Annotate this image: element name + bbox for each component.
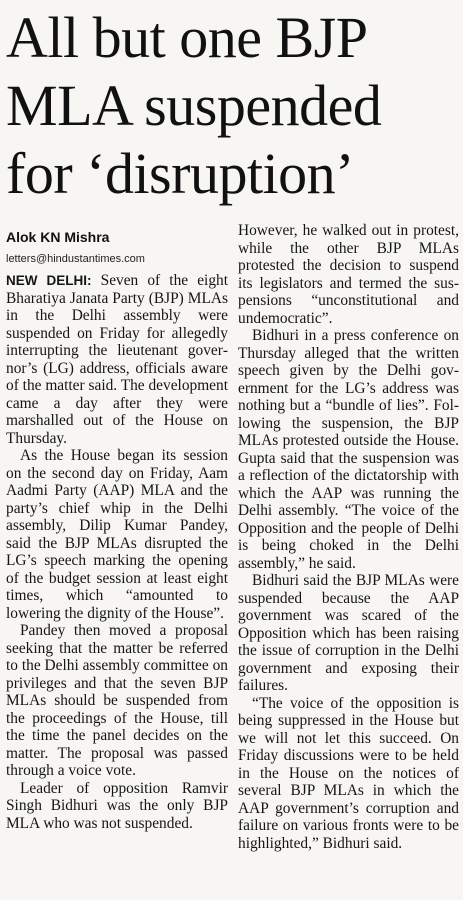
article-paragraph: However, he walked out in protest, while the other BJP MLAs protested the decision to suspend its legislators and termed the suspensions “unconstitutional and undemocratic”. [238,222,459,327]
lead-paragraph-text: Seven of the eight Bharatiya Janata Party (BJP) MLAs in the Delhi assembly were suspended on Friday for allegedly interrupting the lieutenant governor’s (LG) address, officials aware of the matter said. The development came a day after they were marshalled out of the House on Thursday. [6,272,228,447]
article-paragraph [6,272,228,447]
headline-line-3: for ‘disruption’ [6,141,354,206]
author-email: letters@hindustantimes.com [6,253,145,265]
headline [6,4,458,208]
article-paragraph: Bidhuri in a press conference on Thursday alleged that the written speech given by the Delhi government for the LG’s address was nothing but a “bundle of lies”. Following the suspension, the BJP MLAs protested outside the House. Gupta said that the suspension was a reflection of the dictatorship with which the AAP was running the Delhi assembly. “The voice of the Opposition and the people of Delhi is being choked in the Delhi assembly,” he said. [238,327,459,572]
headline-line-2: MLA suspended [6,73,382,138]
author-byline: Alok KN Mishra [6,229,110,245]
article-column-right [238,222,459,852]
headline-line-1: All but one BJP [6,5,368,70]
article-paragraph: Bidhuri said the BJP MLAs were suspended because the AAP government was scared of the Opposition which has been raising the issue of corruption in the Delhi government and exposing their failures. [238,572,459,694]
article-column-left [6,228,228,832]
article-paragraph: “The voice of the opposition is being suppressed in the House but we will not let this succeed. On Friday discussions were to be held in the House on the notices of several BJP MLAs in which the AAP government’s corruption and failure on various fronts were to be highlighted,” Bidhuri said. [238,694,459,852]
article-paragraph: As the House began its session on the second day on Friday, Aam Aadmi Party (AAP) MLA and the party’s chief whip in the Delhi assembly, Dilip Kumar Pandey, said the BJP MLAs disrupted the LG’s speech marking the opening of the budget session at least eight times, which “amounted to lowering the dignity of the House”. [6,447,228,622]
article-paragraph: Pandey then moved a proposal seeking that the matter be referred to the Delhi assembly committee on privileges and that the seven BJP MLAs should be suspended from the proceedings of the House, till the time the panel decides on the matter. The proposal was passed through a voice vote. [6,622,228,779]
article-paragraph: Leader of opposition Ramvir Singh Bidhuri was the only BJP MLA who was not suspended. [6,779,228,832]
dateline: NEW DELHI: [6,273,92,288]
